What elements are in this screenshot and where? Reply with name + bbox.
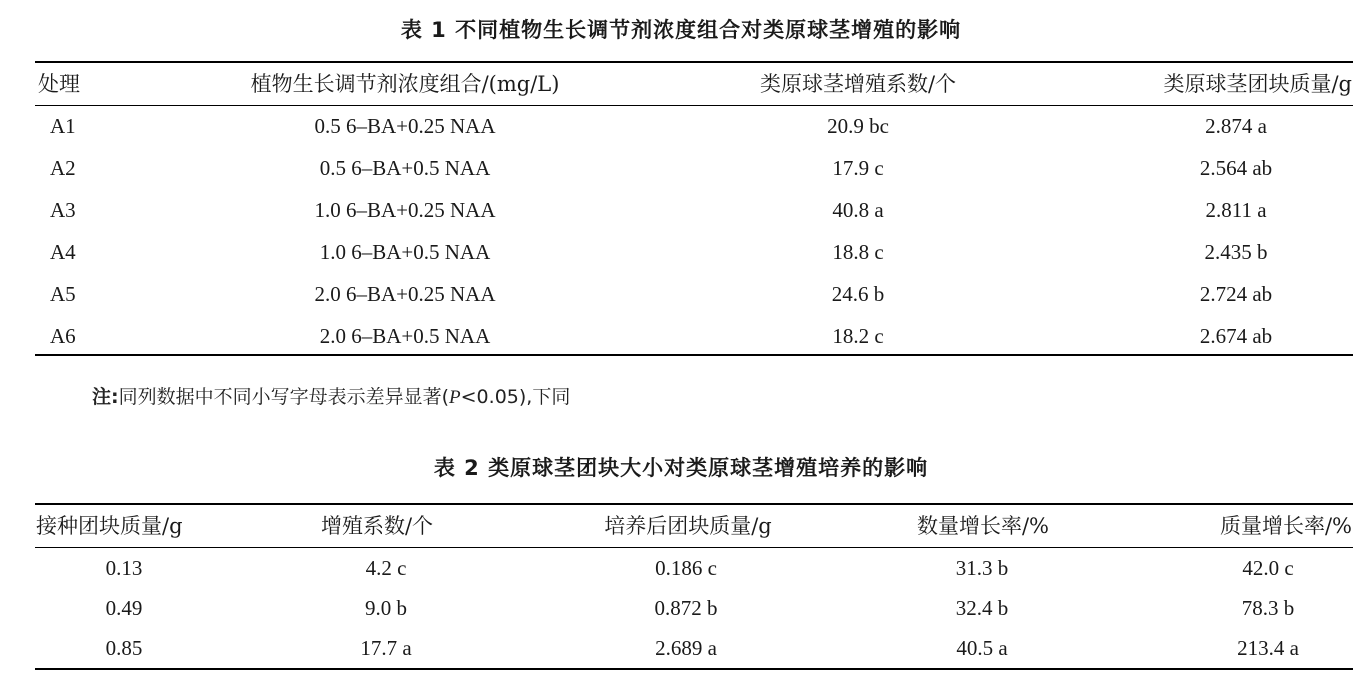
cluster-mass-cell: 2.674 ab bbox=[1199, 324, 1273, 348]
cluster-mass-cell: 2.724 ab bbox=[1199, 282, 1273, 306]
table-row bbox=[0, 548, 1362, 588]
table1-footnote bbox=[92, 382, 570, 412]
proliferation-coefficient-cell: 4.2 c bbox=[365, 556, 407, 580]
proliferation-coefficient-cell: 24.6 b bbox=[831, 282, 885, 306]
table-row bbox=[0, 588, 1362, 628]
number-growth-rate-cell: 31.3 b bbox=[955, 556, 1009, 580]
inoculum-mass-cell: 0.85 bbox=[105, 636, 143, 660]
table2-header-number-growth-rate: 数量增长率/% bbox=[916, 514, 1050, 538]
cluster-mass-cell: 2.811 a bbox=[1205, 198, 1267, 222]
concentration-cell: 0.5 6–BA+0.5 NAA bbox=[319, 156, 491, 180]
footnote-text-before: 同列数据中不同小写字母表示差异显著( bbox=[118, 386, 450, 408]
footnote-label: 注: bbox=[92, 386, 119, 408]
treatment-cell: A1 bbox=[50, 114, 76, 138]
concentration-cell: 2.0 6–BA+0.5 NAA bbox=[319, 324, 491, 348]
proliferation-coefficient-cell: 17.7 a bbox=[360, 636, 412, 660]
table-row bbox=[0, 274, 1362, 314]
table2-header-post-culture-mass: 培养后团块质量/g bbox=[604, 514, 772, 538]
concentration-cell: 1.0 6–BA+0.5 NAA bbox=[319, 240, 491, 264]
table-row bbox=[0, 190, 1362, 230]
table2-header-mass-growth-rate: 质量增长率/% bbox=[1219, 514, 1352, 538]
table2-top-rule bbox=[35, 503, 1353, 505]
post-culture-mass-cell: 2.689 a bbox=[655, 636, 717, 660]
inoculum-mass-cell: 0.49 bbox=[105, 596, 143, 620]
treatment-cell: A4 bbox=[50, 240, 76, 264]
table1-top-rule bbox=[35, 61, 1353, 63]
table1-bottom-rule bbox=[35, 354, 1353, 356]
number-growth-rate-cell: 40.5 a bbox=[956, 636, 1008, 660]
treatment-cell: A3 bbox=[50, 198, 76, 222]
treatment-cell: A5 bbox=[50, 282, 76, 306]
table1-header-treatment: 处理 bbox=[38, 72, 80, 96]
proliferation-coefficient-cell: 40.8 a bbox=[832, 198, 884, 222]
footnote-text-after: <0.05),下同 bbox=[460, 386, 571, 408]
table2-caption: 表 2 类原球茎团块大小对类原球茎增殖培养的影响 bbox=[433, 456, 929, 480]
concentration-cell: 0.5 6–BA+0.25 NAA bbox=[314, 114, 496, 138]
table-row bbox=[0, 106, 1362, 146]
table2-header-proliferation-coefficient: 增殖系数/个 bbox=[320, 514, 434, 538]
treatment-cell: A6 bbox=[50, 324, 76, 348]
table-row bbox=[0, 316, 1362, 356]
table-row bbox=[0, 232, 1362, 272]
mass-growth-rate-cell: 78.3 b bbox=[1241, 596, 1295, 620]
table-row bbox=[0, 148, 1362, 188]
treatment-cell: A2 bbox=[50, 156, 76, 180]
proliferation-coefficient-cell: 17.9 c bbox=[832, 156, 884, 180]
table-row bbox=[0, 628, 1362, 668]
table2-header-row bbox=[0, 506, 1362, 546]
mass-growth-rate-cell: 42.0 c bbox=[1242, 556, 1294, 580]
post-culture-mass-cell: 0.872 b bbox=[654, 596, 718, 620]
table1-caption: 表 1 不同植物生长调节剂浓度组合对类原球茎增殖的影响 bbox=[400, 18, 962, 42]
table1-header-concentration: 植物生长调节剂浓度组合/(mg/L) bbox=[250, 72, 560, 96]
concentration-cell: 1.0 6–BA+0.25 NAA bbox=[314, 198, 496, 222]
table1-header-row bbox=[0, 64, 1362, 104]
table2-bottom-rule bbox=[35, 668, 1353, 670]
proliferation-coefficient-cell: 20.9 bc bbox=[827, 114, 889, 138]
inoculum-mass-cell: 0.13 bbox=[105, 556, 143, 580]
table2-header-inoculum-mass: 接种团块质量/g bbox=[36, 514, 183, 538]
number-growth-rate-cell: 32.4 b bbox=[955, 596, 1009, 620]
cluster-mass-cell: 2.564 ab bbox=[1199, 156, 1273, 180]
proliferation-coefficient-cell: 9.0 b bbox=[365, 596, 407, 620]
mass-growth-rate-cell: 213.4 a bbox=[1237, 636, 1299, 660]
concentration-cell: 2.0 6–BA+0.25 NAA bbox=[314, 282, 496, 306]
footnote-p-symbol: P bbox=[449, 387, 461, 408]
cluster-mass-cell: 2.874 a bbox=[1205, 114, 1267, 138]
table1-header-proliferation-coefficient: 类原球茎增殖系数/个 bbox=[759, 72, 957, 96]
table1-header-cluster-mass: 类原球茎团块质量/g bbox=[1163, 72, 1352, 96]
cluster-mass-cell: 2.435 b bbox=[1204, 240, 1268, 264]
proliferation-coefficient-cell: 18.2 c bbox=[832, 324, 884, 348]
proliferation-coefficient-cell: 18.8 c bbox=[832, 240, 884, 264]
post-culture-mass-cell: 0.186 c bbox=[655, 556, 717, 580]
